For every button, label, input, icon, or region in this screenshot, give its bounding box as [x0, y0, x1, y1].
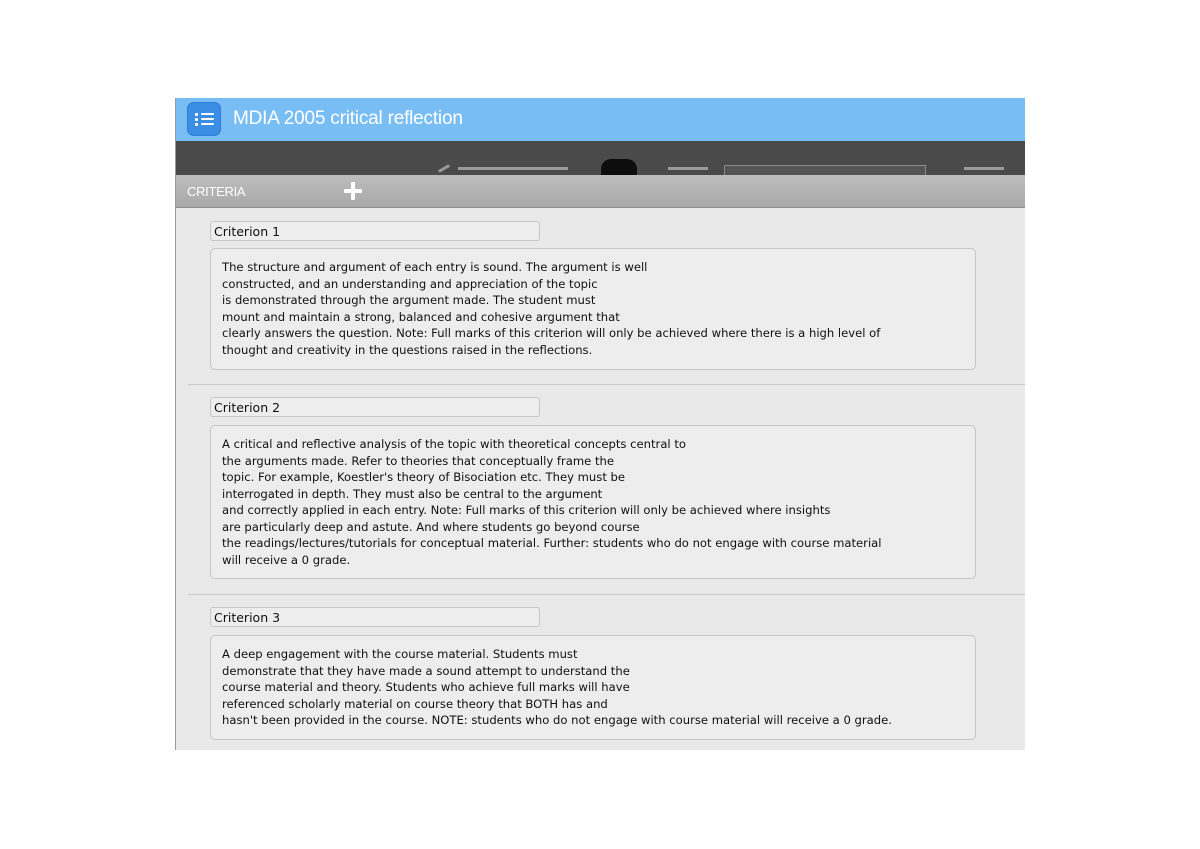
- criterion-description-field[interactable]: A critical and reflective analysis of the topic with theoretical concepts central to the arguments made. Refer to theories that conceptually frame the topic. For example, Koestler's theory of Bisociation etc. They must be interrogated in depth. They must also be central to the argument and correctly applied in each entry. Note: Full marks of this criterion will only be achieved where insights are particularly deep and astute. And where students go beyond course the readings/lectures/tutorials for conceptual material. Further: students who do not engage with course material will receive a 0 grade.: [210, 425, 976, 579]
- criterion-description-field[interactable]: A deep engagement with the course material. Students must demonstrate that they have made a sound attempt to understand the course material and theory. Students who achieve full marks will have referenced scholarly material on course theory that BOTH has and hasn't been provided in the course. NOTE: students who do not engage with course material will receive a 0 grade.: [210, 635, 976, 740]
- criterion-item: [188, 594, 1025, 750]
- plus-icon[interactable]: [344, 182, 362, 200]
- app-window: [175, 98, 1025, 750]
- criterion-item: [188, 208, 1025, 384]
- criterion-title-field[interactable]: Criterion 2: [210, 397, 540, 417]
- title-bar: [176, 98, 1025, 141]
- criterion-title-field[interactable]: Criterion 3: [210, 607, 540, 627]
- criterion-item: [188, 384, 1025, 594]
- criterion-title-field[interactable]: Criterion 1: [210, 221, 540, 241]
- app-title: MDIA 2005 critical reflection: [233, 108, 463, 129]
- criteria-label: CRITERIA: [187, 184, 246, 199]
- criteria-list: [176, 208, 1025, 750]
- menu-button[interactable]: [187, 102, 221, 136]
- criteria-toolbar: [176, 175, 1025, 208]
- criterion-description-field[interactable]: The structure and argument of each entry is sound. The argument is well constructed, and an understanding and appreciation of the topic is demonstrated through the argument made. The student must mount and maintain a strong, balanced and cohesive argument that clearly answers the question. Note: Full marks of this criterion will only be achieved where there is a high level of thought and creativity in the questions raised in the reflections.: [210, 248, 976, 370]
- obscured-toolbar: [176, 141, 1025, 175]
- list-icon: [195, 113, 198, 116]
- toolbar-field[interactable]: [724, 165, 926, 175]
- toolbar-icon[interactable]: [601, 159, 637, 175]
